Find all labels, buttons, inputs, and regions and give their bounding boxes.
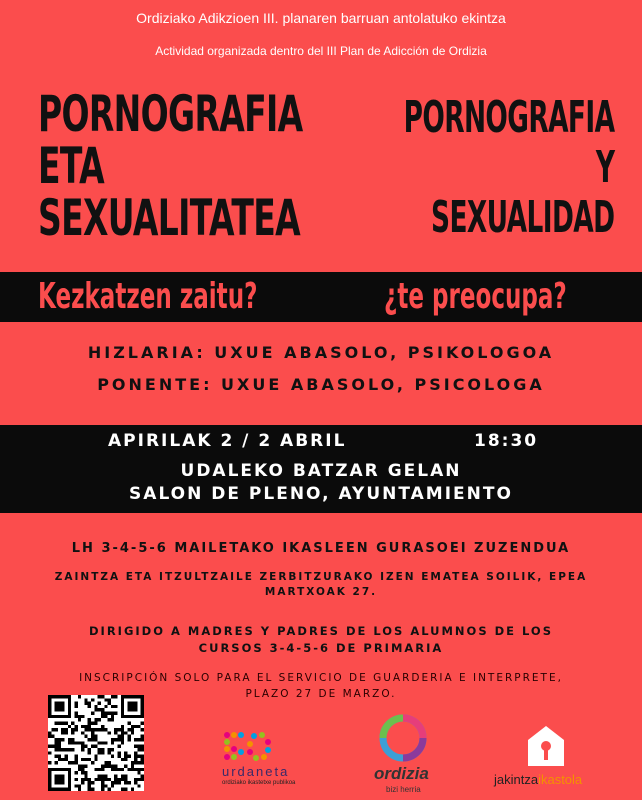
speaker-spanish: PONENTE: UXUE ABASOLO, PSICOLOGA <box>97 375 545 394</box>
urdaneta-name: urdaneta <box>222 764 290 779</box>
urdaneta-subtitle: ordiziako ikastetxe publikoa <box>222 780 296 786</box>
question-spanish: ¿te preocupa? <box>384 276 567 317</box>
title-basque: PORNOGRAFIA ETA SEXUALITATEA <box>38 85 303 247</box>
question-basque: Kezkatzen zaitu? <box>38 276 258 317</box>
ordizia-subtitle: bizi herria <box>386 785 421 794</box>
urdaneta-mark-icon <box>222 730 272 762</box>
ordizia-logo <box>368 710 438 798</box>
signup-spanish: INSCRIPCIÓN SOLO PARA EL SERVICIO DE GUARDERIA E INTERPRETE, PLAZO 27 DE MARZO. <box>79 672 563 700</box>
event-place-spanish: SALON DE PLENO, AYUNTAMIENTO <box>129 484 513 504</box>
ordizia-ring-icon <box>368 710 438 766</box>
signup-basque: ZAINTZA ETA ITZULTZAILE ZERBITZURAKO IZEN EMATEA SOILIK, EPEA MARTXOAK 27. <box>54 571 588 598</box>
ordizia-name: ordizia <box>374 764 429 783</box>
header-basque: Ordiziako Adikzioen III. planaren barruan antolatuko ekintza <box>136 10 506 26</box>
header-spanish: Actividad organizada dentro del III Plan de Adicción de Ordizia <box>155 44 487 58</box>
event-date: APIRILAK 2 / 2 ABRIL <box>108 431 347 451</box>
school-house-icon <box>524 724 568 768</box>
jakintza-logo <box>494 724 604 792</box>
event-time: 18:30 <box>474 431 539 451</box>
title-spanish: PORNOGRAFIA Y SEXUALIDAD <box>403 92 615 243</box>
qr-code[interactable] <box>48 695 144 791</box>
urdaneta-logo <box>222 730 332 790</box>
audience-spanish: DIRIGIDO A MADRES Y PADRES DE LOS ALUMNOS DE LOS CURSOS 3-4-5-6 DE PRIMARIA <box>89 624 553 655</box>
audience-basque: LH 3-4-5-6 MAILETAKO IKASLEEN GURASOEI ZUZENDUA <box>71 541 571 556</box>
event-place-basque: UDALEKO BATZAR GELAN <box>180 461 462 481</box>
speaker-basque: HIZLARIA: UXUE ABASOLO, PSIKOLOGOA <box>87 343 555 362</box>
jakintza-name: jakintzaikastola <box>494 772 583 787</box>
